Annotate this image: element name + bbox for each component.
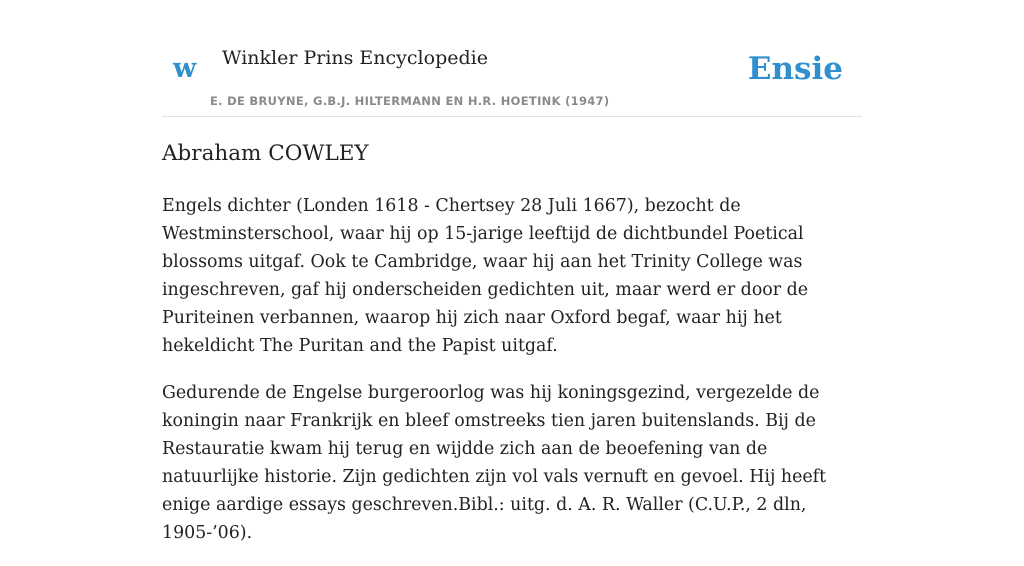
- article-title: Abraham COWLEY: [162, 141, 369, 166]
- ensie-logo[interactable]: Ensie: [747, 51, 843, 87]
- site-header: [162, 0, 862, 117]
- article-paragraph: Engels dichter (Londen 1618 - Chertsey 28 Juli 1667), bezocht de Westminsterschool, waar hij op 15-jarige leeftijd de dichtbundel Poetical blossoms uitgaf. Ook te Cambridge, waar hij aan het Trinity College was ingeschreven, gaf hij onderscheiden gedichten uit, maar werd er door de Puriteinen verbannen, waarop hij zich naar Oxford begaf, waar hij het hekeldicht The Puritan and the Papist uitgaf.: [162, 196, 809, 356]
- article-body: [162, 192, 864, 566]
- publication-logo[interactable]: w: [173, 53, 197, 84]
- article-paragraph: Gedurende de Engelse burgeroorlog was hij koningsgezind, vergezelde de koningin naar Frankrijk en bleef omstreeks tien jaren buitenslands. Bij de Restauratie kwam hij terug en wijdde zich aan de beoefening van de natuurlijke historie. Zijn gedichten zijn vol vals vernuft en gevoel. Hij heeft enige aardige essays geschreven.Bibl.: uitg. d. A. R. Waller (C.U.P., 2 dln, 1905-’06).: [162, 383, 827, 543]
- publication-title[interactable]: Winkler Prins Encyclopedie: [222, 47, 488, 69]
- publication-authors: E. DE BRUYNE, G.B.J. HILTERMANN EN H.R. HOETINK (1947): [210, 94, 610, 108]
